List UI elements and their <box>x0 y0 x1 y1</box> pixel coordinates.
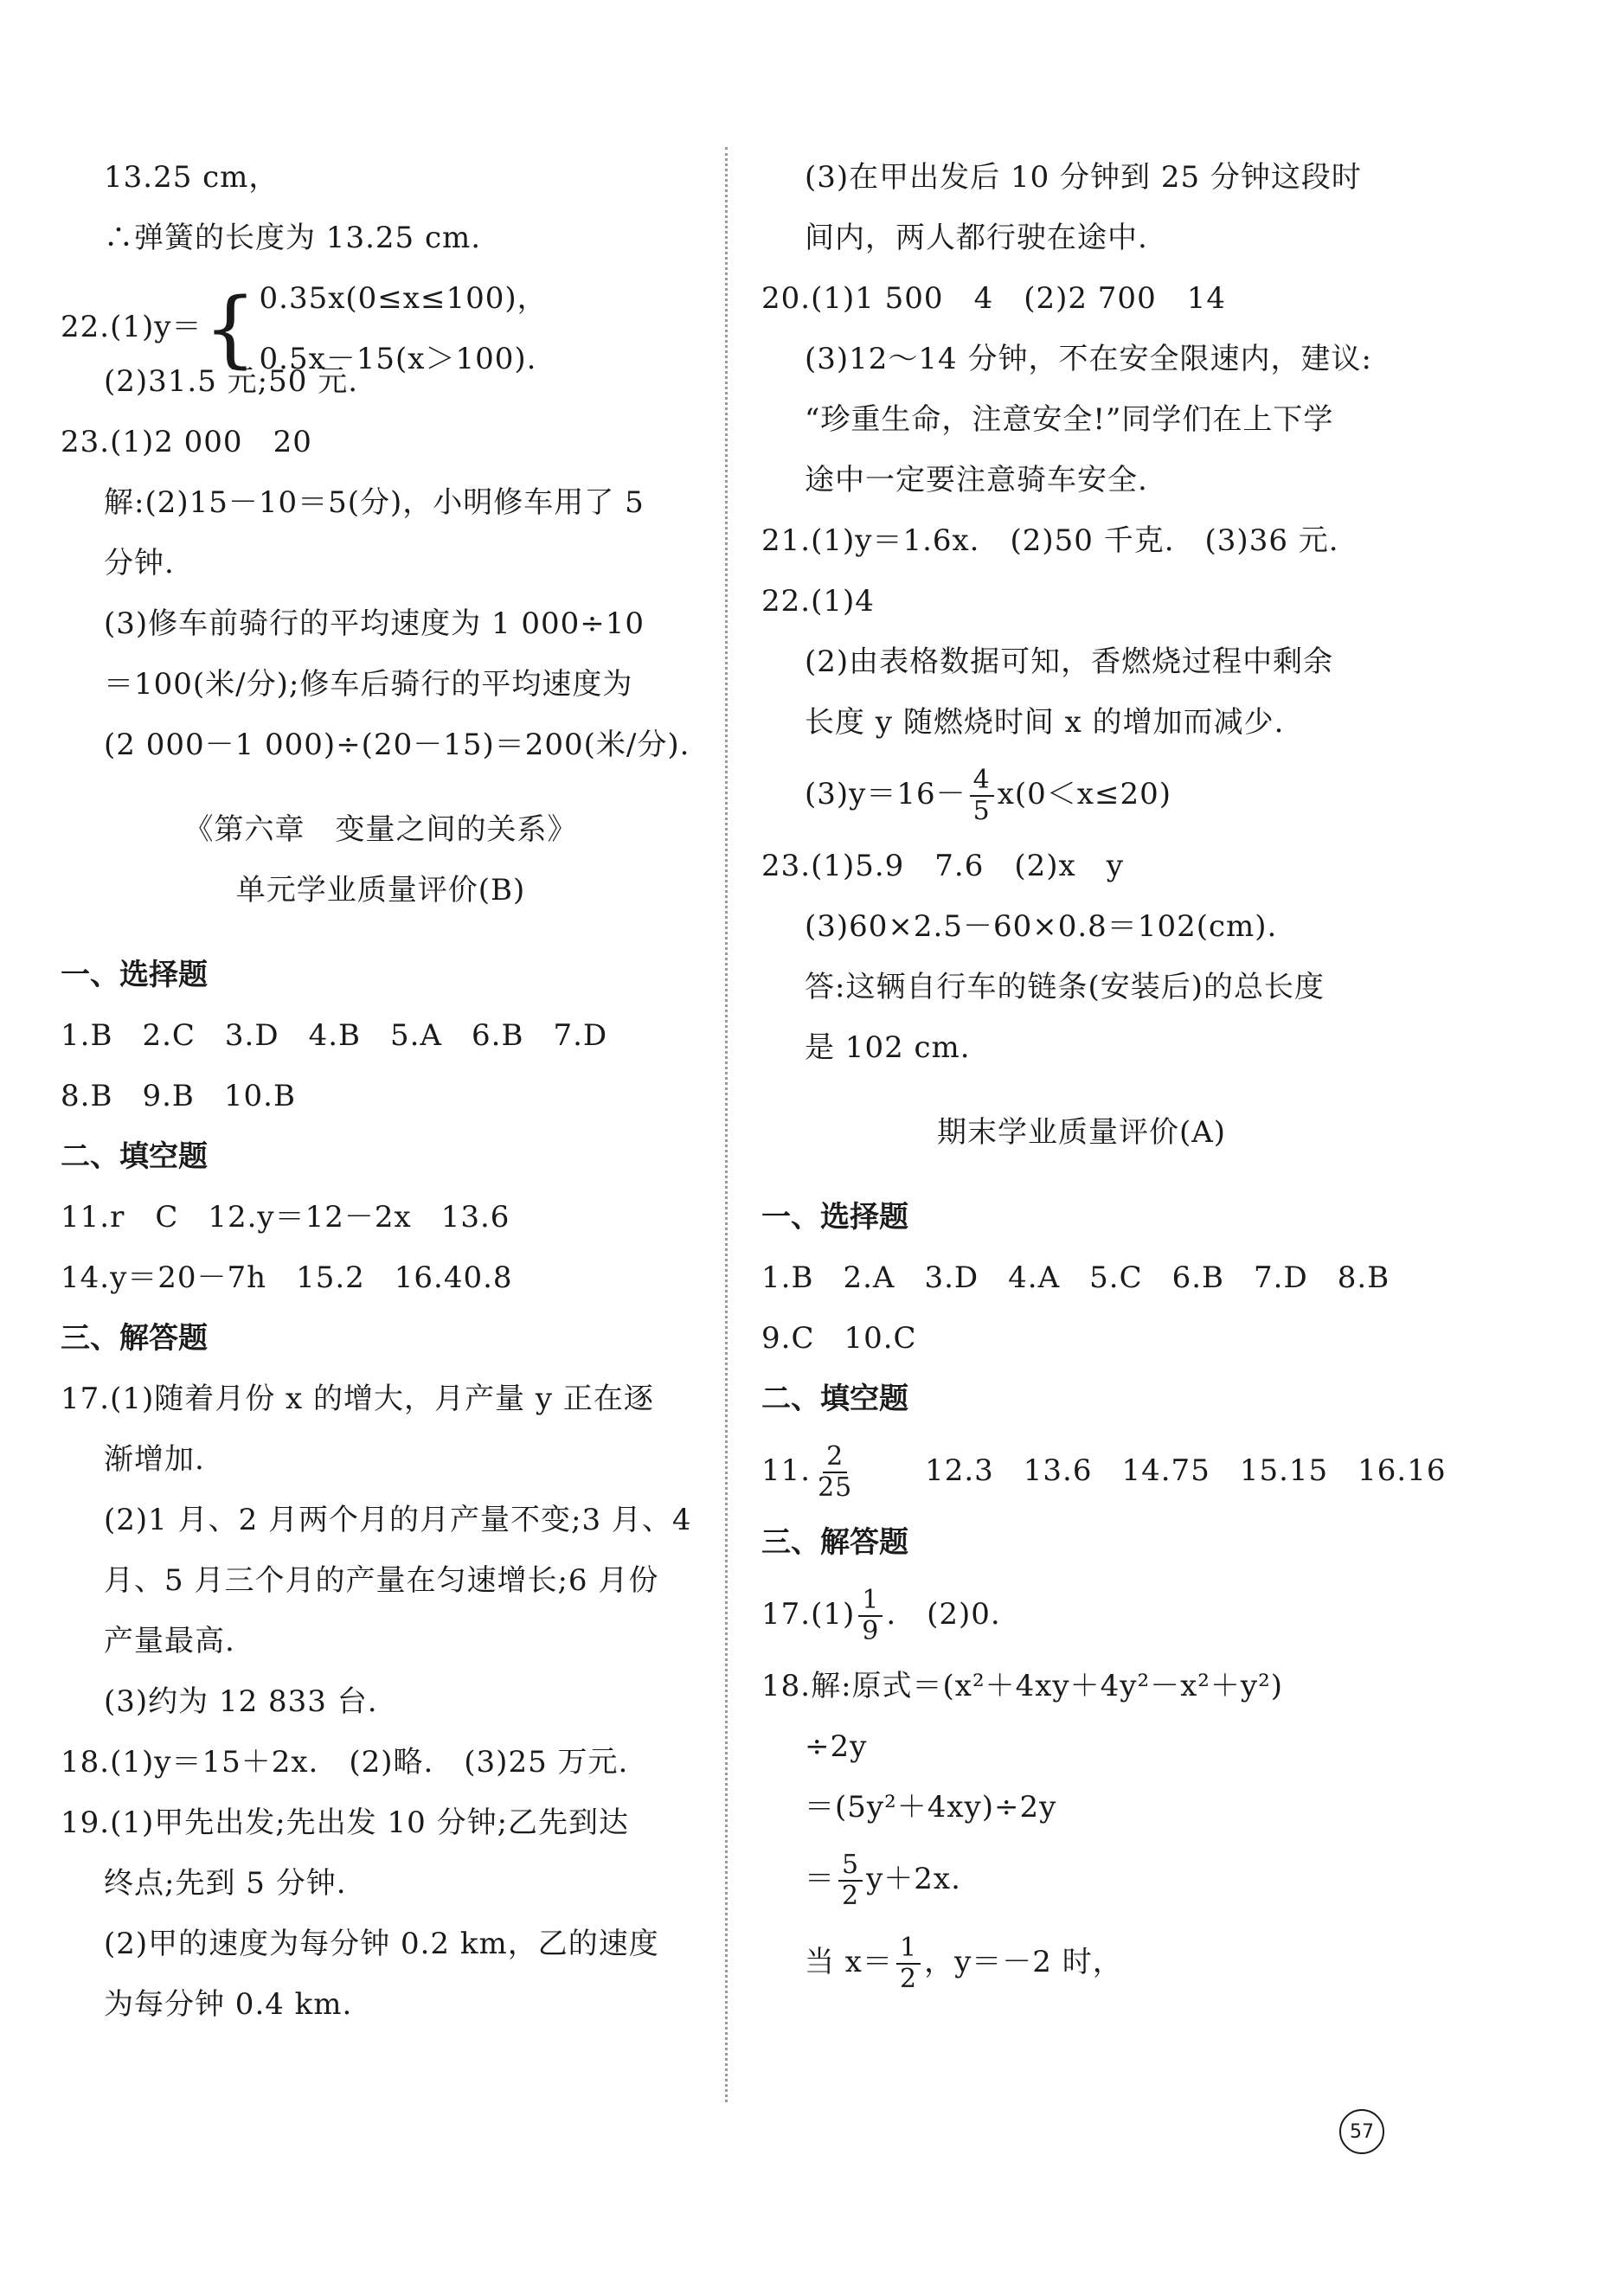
answer-line: ∴弹簧的长度为 13.25 cm. <box>104 221 482 255</box>
fraction: $\frac{1}{2}$ <box>896 1934 921 1994</box>
section-heading: 三、解答题 <box>761 1525 908 1560</box>
answer-line: 18.解:原式＝(x²＋4xy＋4y²－x²＋y²) <box>761 1669 1283 1703</box>
answer-line: (3)60×2.5－60×0.8＝102(cm). <box>805 909 1278 944</box>
fraction: $\frac{2}{25}$ <box>818 1441 853 1503</box>
answer-line: 13.25 cm， <box>104 160 279 195</box>
answer-line: (2)31.5 元;50 元. <box>104 364 359 399</box>
answer-line: 22.(1)4 <box>761 584 875 619</box>
answer-line: ＝(5y²＋4xy)÷2y <box>805 1790 1057 1825</box>
answer-line: 答:这辆自行车的链条(安装后)的总长度 <box>805 970 1325 1004</box>
fill-answers-row: 11.r C 12.y＝12－2x 13.6 <box>61 1200 510 1235</box>
section-heading: 一、选择题 <box>61 958 208 992</box>
fraction-line: 当 x＝ $\frac{1}{2}$ ，y＝－2 时， <box>805 1933 1123 1994</box>
answer-line: ＝100(米/分);修车后骑行的平均速度为 <box>104 667 633 702</box>
answer-line: (3)在甲出发后 10 分钟到 25 分钟这段时 <box>805 160 1362 195</box>
answer-line: (2 000－1 000)÷(20－15)＝200(米/分). <box>104 728 690 762</box>
answer-line: (3)约为 12 833 台. <box>104 1684 378 1719</box>
answer-line: (2)1 月、2 月两个月的月产量不变;3 月、4 <box>104 1503 692 1537</box>
fraction-line: (3)y＝16－ $\frac{4}{5}$ x(0＜x≤20) <box>805 765 1171 826</box>
answer-line: 17.(1)随着月份 x 的增大，月产量 y 正在逐 <box>61 1382 654 1416</box>
answer-line: 18.(1)y＝15＋2x. (2)略. (3)25 万元. <box>61 1745 629 1780</box>
final-exam-title: 期末学业质量评价(A) <box>936 1115 1227 1150</box>
section-heading: 一、选择题 <box>761 1200 908 1235</box>
fill-answers-row: 14.y＝20－7h 15.2 16.40.8 <box>61 1260 513 1295</box>
answer-line: (3)12～14 分钟，不在安全限速内，建议: <box>805 342 1372 376</box>
fraction: $\frac{5}{2}$ <box>838 1850 863 1911</box>
answer-line: 23.(1)5.9 7.6 (2)x y <box>761 849 1124 883</box>
answer-line: 产量最高. <box>104 1624 235 1658</box>
answer-line: “珍重生命，注意安全!”同学们在上下学 <box>805 402 1334 437</box>
answer-line: (3)修车前骑行的平均速度为 1 000÷10 <box>104 606 645 641</box>
section-heading: 二、填空题 <box>761 1382 908 1416</box>
answer-line: ÷2y <box>805 1729 868 1764</box>
page-number: 57 <box>1339 2109 1384 2154</box>
answer-line: 21.(1)y＝1.6x. (2)50 千克. (3)36 元. <box>761 523 1339 558</box>
answer-line: 19.(1)甲先出发;先出发 10 分钟;乙先到达 <box>61 1805 630 1840</box>
fraction-line: 17.(1) $\frac{1}{9}$ . (2)0. <box>761 1585 1001 1646</box>
answer-line: 长度 y 随燃烧时间 x 的增加而减少. <box>805 705 1285 740</box>
choice-answers-row: 1.B 2.A 3.D 4.A 5.C 6.B 7.D 8.B <box>761 1260 1390 1295</box>
answer-line: 解:(2)15－10＝5(分)，小明修车用了 5 <box>104 485 645 520</box>
answer-line: 20.(1)1 500 4 (2)2 700 14 <box>761 281 1226 316</box>
answer-line: 途中一定要注意骑车安全. <box>805 463 1148 497</box>
answer-line: 终点;先到 5 分钟. <box>104 1866 347 1901</box>
answer-line: 分钟. <box>104 546 175 580</box>
fill-answers-row: 11. $\frac{2}{25}$ 12.3 13.6 14.75 15.15 16.16 <box>761 1441 1447 1503</box>
answer-line: 月、5 月三个月的产量在匀速增长;6 月份 <box>104 1563 659 1598</box>
answer-line: (2)由表格数据可知，香燃烧过程中剩余 <box>805 645 1334 679</box>
chapter-title: 《第六章 变量之间的关系》 <box>183 812 578 847</box>
unit-title: 单元学业质量评价(B) <box>235 873 526 907</box>
section-heading: 三、解答题 <box>61 1321 208 1356</box>
answer-line: 23.(1)2 000 20 <box>61 425 312 459</box>
section-heading: 二、填空题 <box>61 1139 208 1174</box>
fraction: $\frac{4}{5}$ <box>970 766 994 826</box>
answer-line: 渐增加. <box>104 1442 205 1477</box>
choice-answers-row: 1.B 2.C 3.D 4.B 5.A 6.B 7.D <box>61 1018 608 1053</box>
piecewise-function: 22.(1)y＝ { 0.35x(0≤x≤100)， 0.5x－15(x＞100). <box>61 280 548 377</box>
left-column <box>61 147 701 2035</box>
choice-answers-row: 8.B 9.B 10.B <box>61 1079 296 1113</box>
fraction-line: ＝ $\frac{5}{2}$ y＋2x. <box>805 1850 961 1911</box>
choice-answers-row: 9.C 10.C <box>761 1321 917 1356</box>
answer-line: 是 102 cm. <box>805 1030 971 1065</box>
answer-line: (2)甲的速度为每分钟 0.2 km，乙的速度 <box>104 1927 659 1961</box>
column-divider <box>725 147 728 2102</box>
answer-line: 为每分钟 0.4 km. <box>104 1987 353 2022</box>
right-column <box>761 147 1447 2004</box>
fraction: $\frac{1}{9}$ <box>858 1586 883 1646</box>
answer-line: 间内，两人都行驶在途中. <box>805 221 1148 255</box>
